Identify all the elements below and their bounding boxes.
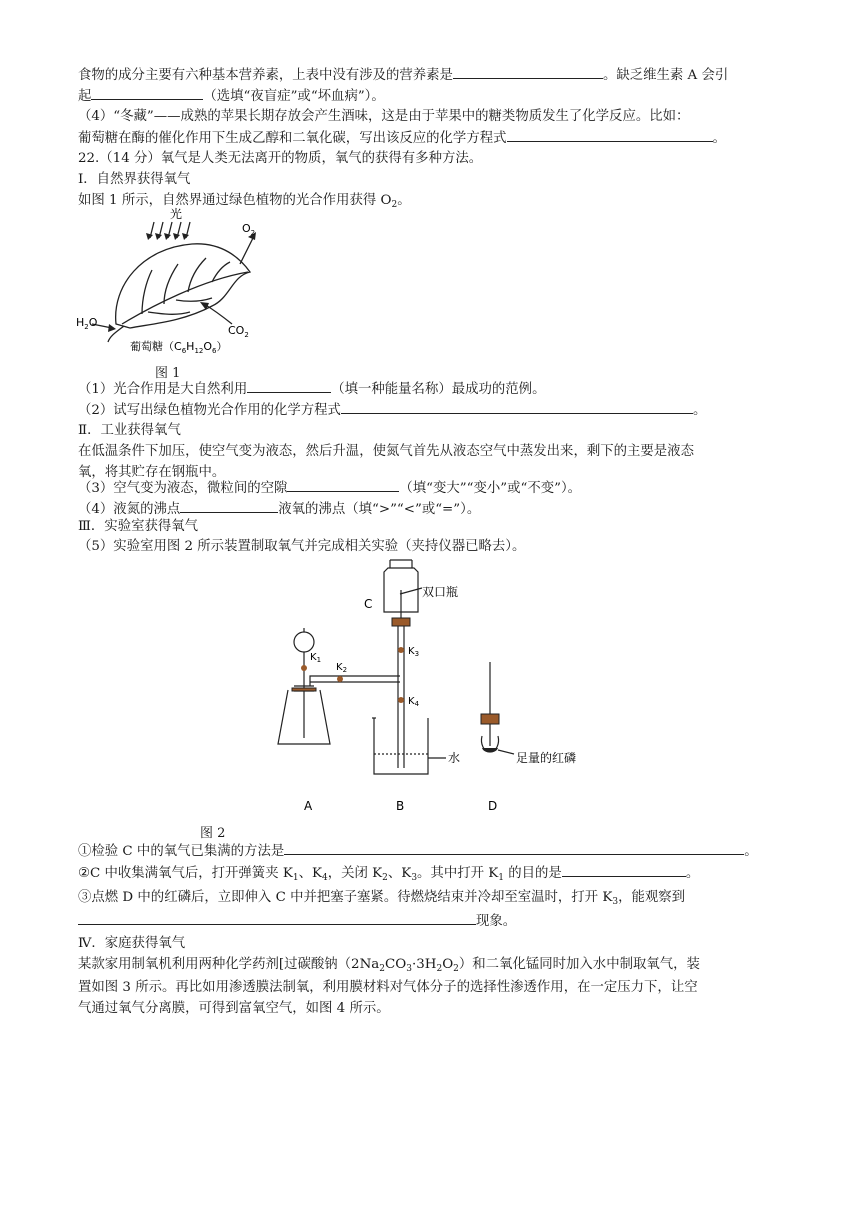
text-line bbox=[78, 87, 385, 106]
text: 食物的成分主要有六种基本营养素，上表中没有涉及的营养素是 bbox=[78, 68, 453, 83]
text: ）和二氧化锰同时加入水中制取氧气，装 bbox=[458, 957, 700, 972]
text: 。 bbox=[685, 866, 700, 881]
text: （2）试写出绿色植物光合作用的化学方程式 bbox=[78, 403, 341, 418]
light-label: 光 bbox=[170, 207, 183, 221]
formula: CO bbox=[385, 957, 407, 972]
label-d: D bbox=[488, 799, 498, 813]
k1-label: $K_1$ bbox=[310, 652, 322, 664]
formula: O bbox=[442, 957, 454, 972]
text: 的目的是 bbox=[504, 866, 562, 881]
two-neck-bottle-label: 双口瓶 bbox=[422, 585, 459, 599]
answer-blank[interactable] bbox=[562, 864, 686, 877]
text-line bbox=[78, 842, 758, 861]
section-heading: Ⅲ．实验室获得氧气 bbox=[78, 519, 199, 534]
text-line bbox=[78, 401, 706, 420]
text-line: ③点燃 D 中的红磷后，立即伸入 C 中并把塞子塞紧。待燃烧结束并冷却至室温时，打开 $K_3$，能观察到 bbox=[78, 890, 686, 907]
answer-blank[interactable] bbox=[78, 912, 476, 925]
answer-blank[interactable] bbox=[507, 129, 713, 142]
answer-blank[interactable] bbox=[247, 380, 331, 393]
label-c: C bbox=[364, 597, 373, 611]
text: （4）液氮的沸点 bbox=[78, 502, 181, 517]
h2o-label: $H_2O$ bbox=[76, 316, 98, 331]
text: （选填“夜盲症”或“坏血病”）。 bbox=[203, 89, 385, 104]
answer-blank[interactable] bbox=[341, 401, 693, 414]
text-line: 在低温条件下加压，使空气变为液态，然后升温，使氮气首先从液态空气中蒸发出来，剩下的主要是液态 bbox=[78, 444, 694, 459]
text-line: 某款家用制氧机利用两种化学药剂[过碳酸钠$(2Na_2CO_3\cdot 3H_2O_2)$和二氧化锰同时加入水中制取氧气，装 bbox=[78, 957, 700, 974]
k3-label: $K_3$ bbox=[408, 646, 420, 658]
section-heading: Ⅳ．家庭获得氧气 bbox=[78, 936, 186, 951]
text: 、K bbox=[387, 866, 412, 881]
water-label: 水 bbox=[448, 751, 461, 765]
text-line bbox=[78, 66, 728, 85]
text: 。其中打开 K bbox=[417, 866, 499, 881]
text: 现象。 bbox=[476, 914, 517, 929]
answer-blank[interactable] bbox=[453, 66, 603, 79]
answer-blank[interactable] bbox=[287, 479, 399, 492]
text: ②C 中收集满氧气后，打开弹簧夹 K bbox=[78, 866, 293, 881]
formula: ·3H bbox=[411, 957, 437, 972]
figure-1-leaf-diagram bbox=[72, 206, 272, 364]
section-heading: Ⅱ．工业获得氧气 bbox=[78, 423, 181, 438]
text: 、K bbox=[298, 866, 322, 881]
text: （填一种能量名称）最成功的范例。 bbox=[331, 382, 546, 397]
text: ③点燃 D 中的红磷后，立即伸入 C 中并把塞子塞紧。待燃烧结束并冷却至室温时，打开 K bbox=[78, 890, 613, 905]
answer-blank[interactable] bbox=[284, 842, 744, 855]
figure-2-apparatus-diagram bbox=[270, 558, 600, 820]
subscript: 2 bbox=[391, 200, 398, 210]
glucose-label: 葡萄糖$(C_6H_{12}O_6)$ bbox=[130, 340, 228, 355]
o2-label: $O_2$ bbox=[242, 222, 256, 237]
text: （1）光合作用是大自然利用 bbox=[78, 382, 248, 397]
text: （3）空气变为液态，微粒间的空隙 bbox=[78, 481, 288, 496]
section-heading: Ⅰ．自然界获得氧气 bbox=[78, 172, 191, 187]
red-phosphorus-label: 足量的红磷 bbox=[516, 751, 577, 765]
text: ，能观察到 bbox=[618, 890, 686, 905]
text-line bbox=[78, 129, 726, 148]
text: 液氧的沸点（填“>”“<”或“=”）。 bbox=[278, 502, 481, 517]
text-line: 置如图 3 所示。再比如用渗透膜法制氧，利用膜材料对气体分子的选择性渗透作用，在一定压力下，让空 bbox=[78, 980, 698, 995]
question-22-title: 22.（14 分）氧气是人类无法离开的物质，氧气的获得有多种方法。 bbox=[78, 151, 483, 166]
text-line: ②C 中收集满氧气后，打开弹簧夹 $K_1$、$K_4$，关闭 $K_2$、$K_3$。其中打开 $K_1$ 的目的是 。 bbox=[78, 866, 700, 883]
text: 起 bbox=[78, 89, 92, 104]
text: （填“变大”“变小”或“不变”）。 bbox=[399, 481, 582, 496]
text-line: （5）实验室用图 2 所示装置制取氧气并完成相关实验（夹持仪器已略去）。 bbox=[78, 539, 526, 554]
text: 。 bbox=[692, 403, 707, 418]
co2-label: $CO_2$ bbox=[228, 324, 249, 339]
answer-blank[interactable] bbox=[180, 500, 278, 513]
text-line bbox=[78, 479, 581, 498]
text: 葡萄糖在酶的催化作用下生成乙醇和二氧化碳，写出该反应的化学方程式 bbox=[78, 131, 507, 146]
text: 。 bbox=[397, 193, 411, 208]
k2-label: $K_2$ bbox=[336, 662, 348, 674]
text-line bbox=[78, 380, 545, 399]
text-line: 气通过氧气分离膜，可得到富氧空气，如图 4 所示。 bbox=[78, 1001, 390, 1016]
formula: 2Na bbox=[351, 957, 380, 972]
text-line bbox=[78, 912, 516, 931]
text-line: 氧，将其贮存在钢瓶中。 bbox=[78, 465, 226, 480]
figure-2-caption: 图 2 bbox=[200, 826, 226, 841]
figure-1-caption: 图 1 bbox=[155, 366, 181, 381]
answer-blank[interactable] bbox=[91, 87, 203, 100]
text: 如图 1 所示，自然界通过绿色植物的光合作用获得 O bbox=[78, 193, 392, 208]
text: ，关闭 K bbox=[327, 866, 383, 881]
text-line bbox=[78, 500, 480, 519]
label-a: A bbox=[304, 799, 313, 813]
k4-label: $K_4$ bbox=[408, 696, 420, 708]
text-line: （4）“冬藏”——成熟的苹果长期存放会产生酒味，这是由于苹果中的糖类物质发生了化学反应。比如： bbox=[78, 109, 690, 124]
text: 。 bbox=[712, 131, 726, 146]
text: 某款家用制氧机利用两种化学药剂[过碳酸钠（ bbox=[78, 957, 352, 972]
label-b: B bbox=[396, 799, 405, 813]
text: ①检验 C 中的氧气已集满的方法是 bbox=[78, 844, 285, 859]
text: 。 bbox=[744, 844, 758, 859]
text: 。缺乏维生素 A 会引 bbox=[602, 68, 729, 83]
